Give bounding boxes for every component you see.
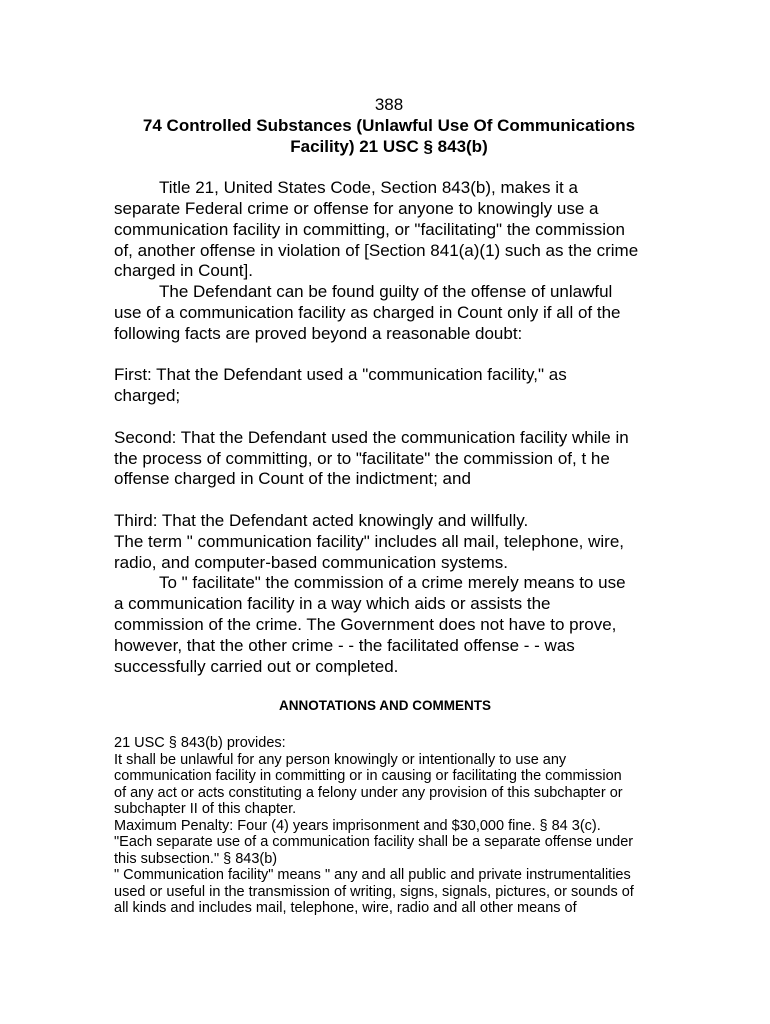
text-line: Third: That the Defendant acted knowingly and willfully. (114, 510, 529, 530)
page-title (114, 116, 664, 158)
paragraph-elements-intro (114, 282, 664, 344)
text-line: The Defendant can be found guilty of the offense of unlawful (159, 282, 613, 302)
main-text (114, 95, 664, 677)
annotation-line: "Each separate use of a communication facility shall be a separate offense under (114, 834, 634, 850)
text-line: successfully carried out or completed. (114, 656, 399, 676)
element-first (114, 365, 664, 407)
annotation-line: this subsection." § 843(b) (114, 850, 278, 867)
element-third (114, 511, 664, 573)
text-line: offense charged in Count of the indictment; and (114, 469, 471, 489)
text-line: First: That the Defendant used a "communication facility," as (114, 365, 567, 385)
annotation-line: " Communication facility" means " any and all public and private instrumentalities (114, 867, 631, 883)
text-line: The term " communication facility" includes all mail, telephone, wire, (114, 531, 624, 551)
annotation-line: subchapter II of this chapter. (114, 801, 297, 817)
annotations-body (114, 735, 674, 917)
annotation-line: It shall be unlawful for any person knowingly or intentionally to use any (114, 751, 567, 768)
paragraph-facilitate (114, 573, 664, 677)
spacer (114, 490, 664, 511)
spacer (114, 345, 664, 366)
annotation-line: of any act or acts constituting a felony under any provision of this subchapter or (114, 784, 623, 801)
text-line: separate Federal crime or offense for anyone to knowingly use a (114, 198, 599, 218)
text-line: the process of committing, or to "facilitate" the commission of, t he (114, 448, 610, 468)
annotation-line: 21 USC § 843(b) provides: (114, 735, 286, 751)
text-line: communication facility in committing, or "facilitating" the commission (114, 219, 625, 239)
text-line: To " facilitate" the commission of a crime merely means to use (159, 573, 626, 593)
text-line: following facts are proved beyond a reasonable doubt: (114, 323, 523, 343)
title-line: Facility) 21 USC § 843(b) (290, 136, 488, 156)
text-line: Title 21, United States Code, Section 843(b), makes it a (159, 178, 578, 198)
spacer (114, 407, 664, 428)
text-line: Second: That the Defendant used the communication facility while in (114, 427, 629, 447)
text-line: radio, and computer-based communication systems. (114, 552, 509, 572)
text-line: charged in Count]. (114, 261, 253, 281)
title-line: 74 Controlled Substances (Unlawful Use Of Communications (142, 115, 636, 135)
annotation-line: communication facility in committing or in causing or facilitating the commission (114, 768, 622, 784)
annotation-line: Maximum Penalty: Four (4) years imprisonment and $30,000 fine. § 84 3(c). (114, 817, 601, 834)
annotation-line: all kinds and includes mail, telephone, wire, radio and all other means of (114, 900, 577, 916)
text-line: of, another offense in violation of [Section 841(a)(1) such as the crime (114, 240, 639, 260)
paragraph-statute (114, 178, 664, 282)
text-line: however, that the other crime - - the facilitated offense - - was (114, 635, 575, 655)
page-header (114, 95, 664, 157)
text-line: charged; (114, 386, 181, 406)
text-line: a communication facility in a way which aids or assists the (114, 594, 551, 614)
annotations-heading: ANNOTATIONS AND COMMENTS (279, 698, 491, 713)
text-line: use of a communication facility as charged in Count only if all of the (114, 302, 621, 322)
element-second (114, 428, 664, 490)
spacer (114, 157, 664, 178)
text-line: commission of the crime. The Government does not have to prove, (114, 614, 617, 634)
annotation-line: used or useful in the transmission of writing, signs, signals, pictures, or sounds of (114, 883, 634, 900)
page-number: 388 (374, 95, 404, 114)
